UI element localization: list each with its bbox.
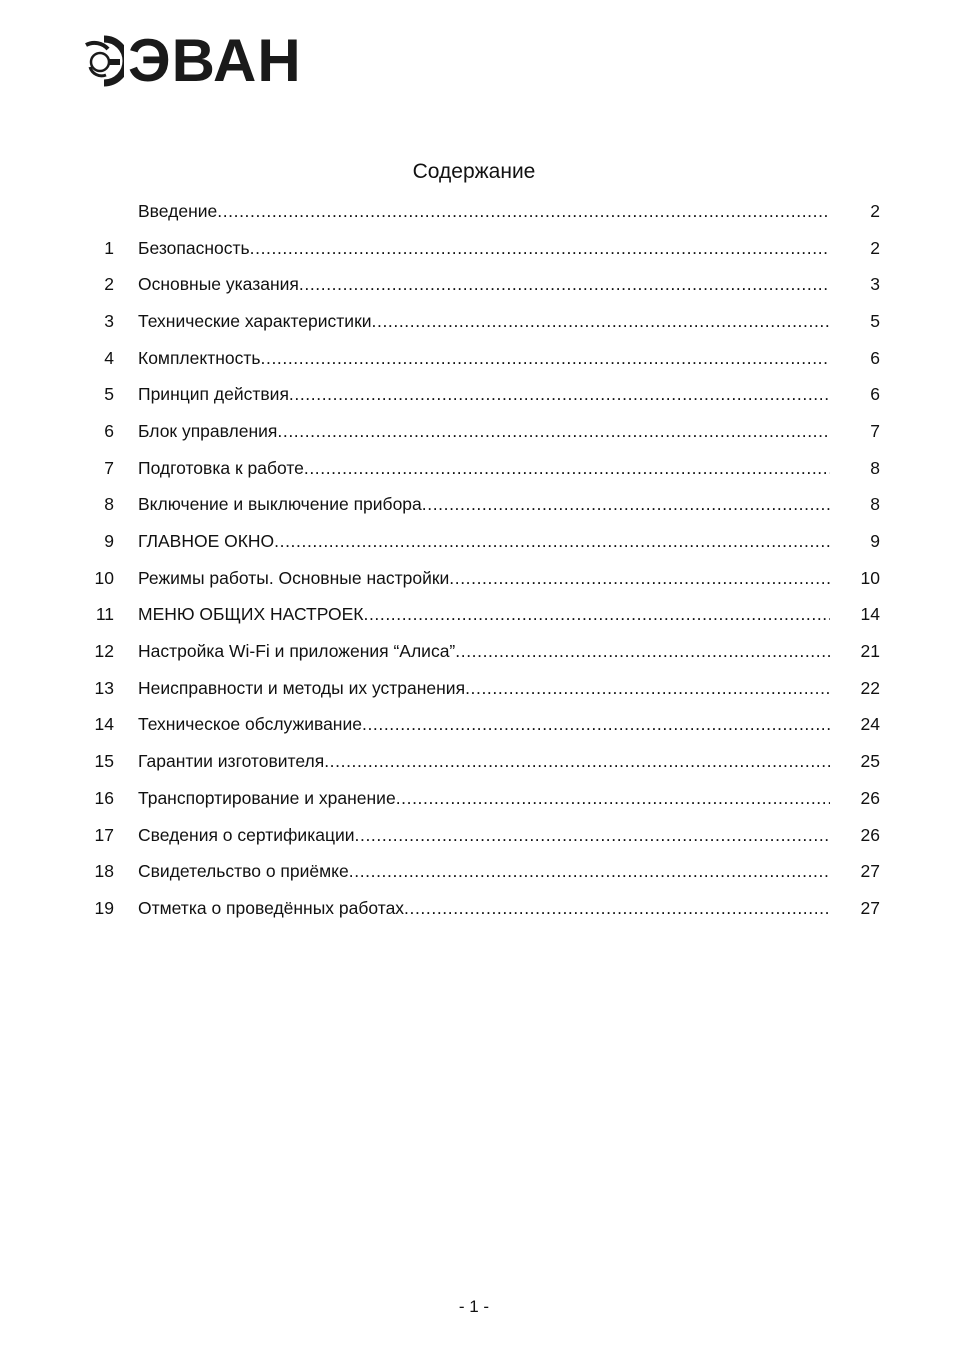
toc-entry[interactable] (80, 450, 880, 487)
toc-entry-label: Сведения о сертификации ..... (138, 825, 830, 846)
toc-entry-label: Основные указания ..... (138, 274, 830, 295)
toc-entry-page: 3 (870, 274, 880, 295)
toc-entry-label: Блок управления ..... (138, 421, 830, 442)
toc-entry[interactable] (80, 193, 880, 230)
toc-entry[interactable] (80, 303, 880, 340)
toc-entry-number: 1 (104, 237, 114, 258)
toc-entry-label: Режимы работы. Основные настройки ..... (138, 568, 830, 589)
toc-entry-number: 6 (104, 420, 114, 441)
toc-entry[interactable] (80, 743, 880, 780)
toc-entry-number: 3 (104, 310, 114, 331)
toc-entry-label: Включение и выключение прибора ..... (138, 494, 830, 515)
toc-entry[interactable] (80, 670, 880, 707)
toc-entry-label: Принцип действия ..... (138, 384, 830, 405)
toc-entry-number: 8 (104, 494, 114, 515)
toc-entry[interactable] (80, 890, 880, 927)
toc-entry-label: Свидетельство о приёмке ..... (138, 861, 830, 882)
toc-entry-label: Отметка о проведённых работах ..... (138, 898, 830, 919)
toc-entry-number: 13 (94, 677, 114, 698)
toc-entry-number: 18 (94, 861, 114, 882)
toc-entry-label: Введение ..... (138, 201, 830, 222)
toc-title: Содержание (412, 160, 536, 183)
toc-entry-page: 8 (870, 457, 880, 478)
toc-entry-label: Транспортирование и хранение ..... (138, 788, 830, 809)
toc-entry-number: 12 (94, 641, 114, 662)
toc-entry-page: 6 (870, 347, 880, 368)
toc-entry-page: 22 (860, 677, 880, 698)
toc-entry-number: 15 (94, 751, 114, 772)
toc-entry-number: 2 (104, 274, 114, 295)
toc-entry-number: 14 (94, 714, 114, 735)
toc-entry[interactable] (80, 817, 880, 854)
toc-entry-label: МЕНЮ ОБЩИХ НАСТРОЕК ..... (138, 604, 830, 625)
toc-entry-number: 17 (94, 824, 114, 845)
toc-entry-label: Технические характеристики ..... (138, 311, 830, 332)
toc-entry-page: 2 (870, 237, 880, 258)
toc-entry[interactable] (80, 780, 880, 817)
toc-entry-number: 4 (104, 347, 114, 368)
toc-entry-page: 6 (870, 384, 880, 405)
toc-entry-label: Безопасность ..... (138, 238, 830, 259)
page-number: - 1 - (458, 1297, 490, 1316)
toc-entry-page: 7 (870, 420, 880, 441)
toc-entry-page: 27 (860, 897, 880, 918)
toc-entry-page: 27 (860, 861, 880, 882)
toc-entry[interactable] (80, 340, 880, 377)
toc-entry-label: Подготовка к работе ..... (138, 458, 830, 479)
toc-entry[interactable] (80, 376, 880, 413)
toc-entry-page: 25 (860, 751, 880, 772)
toc-entry-label: ГЛАВНОЕ ОКНО ..... (138, 531, 830, 552)
toc-entry-number: 16 (94, 787, 114, 808)
toc-entry-page: 5 (870, 310, 880, 331)
toc-entry[interactable] (80, 707, 880, 744)
toc-entry-number: 7 (104, 457, 114, 478)
toc-entry[interactable] (80, 597, 880, 634)
toc-entry-page: 26 (860, 787, 880, 808)
toc-entry-label: Неисправности и методы их устранения ..... (138, 678, 830, 699)
toc-entry[interactable] (80, 523, 880, 560)
logo-mark-icon (78, 35, 124, 87)
toc-entry[interactable] (80, 413, 880, 450)
toc-entry[interactable] (80, 853, 880, 890)
toc-entry[interactable] (80, 560, 880, 597)
toc-entry-number: 19 (94, 897, 114, 918)
toc-entry-number: 9 (104, 531, 114, 552)
toc-entry-label: Комплектность ..... (138, 348, 830, 369)
table-of-contents (80, 193, 880, 927)
toc-entry-page: 26 (860, 824, 880, 845)
toc-entry-label: Настройка Wi-Fi и приложения “Алиса” ..... (138, 641, 830, 662)
toc-entry-page: 24 (860, 714, 880, 735)
toc-entry-number: 11 (95, 604, 114, 625)
toc-entry[interactable] (80, 266, 880, 303)
toc-entry-page: 21 (860, 641, 880, 662)
toc-entry[interactable] (80, 487, 880, 524)
logo-wordmark: ЭВАН (128, 27, 302, 94)
toc-entry-label: Техническое обслуживание ..... (138, 714, 830, 735)
toc-entry[interactable] (80, 230, 880, 267)
toc-entry-page: 14 (860, 604, 880, 625)
toc-entry-number: 10 (94, 567, 114, 588)
toc-entry-page: 8 (870, 494, 880, 515)
toc-entry-page: 9 (870, 531, 880, 552)
toc-entry-page: 2 (870, 200, 880, 221)
toc-entry-number: 5 (104, 384, 114, 405)
toc-entry-page: 10 (860, 567, 880, 588)
toc-entry[interactable] (80, 633, 880, 670)
toc-entry-label: Гарантии изготовителя ..... (138, 751, 830, 772)
brand-logo (78, 27, 302, 94)
